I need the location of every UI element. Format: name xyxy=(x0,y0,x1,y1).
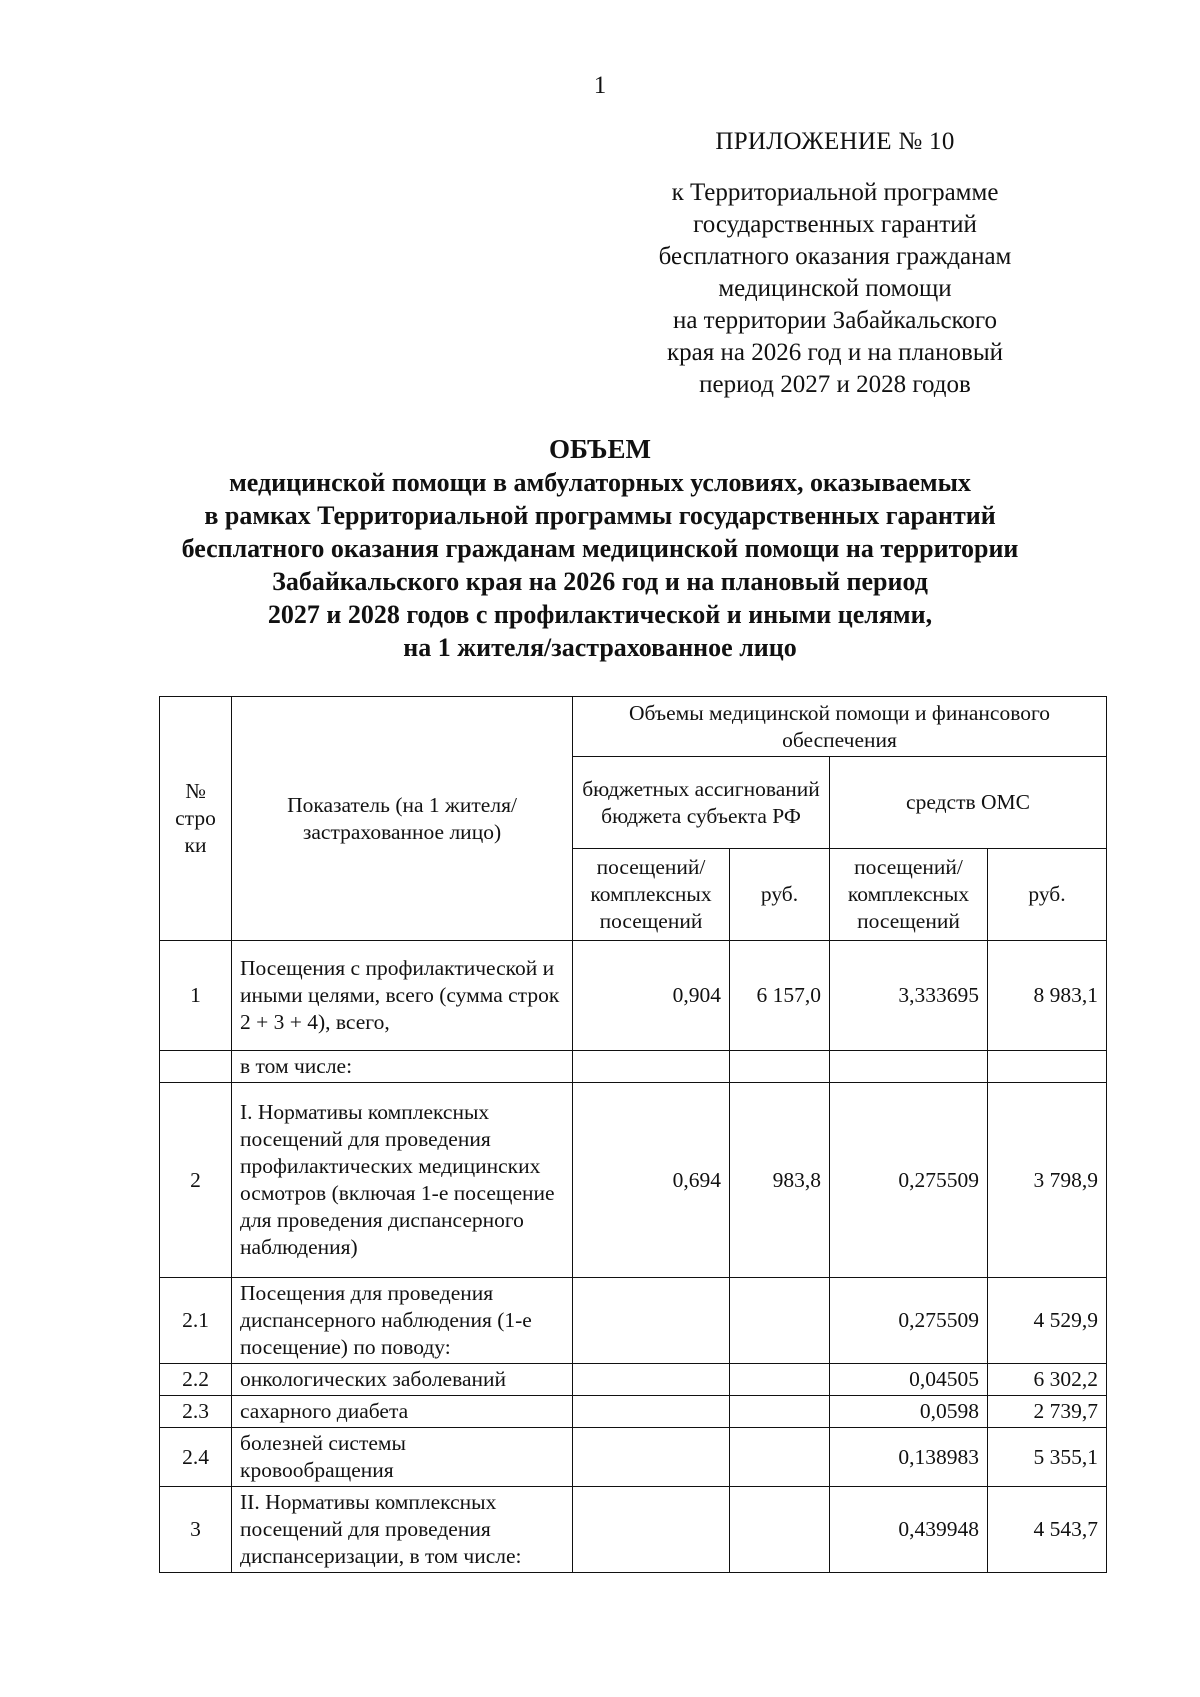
oms-visits-cell: 0,275509 xyxy=(830,1278,988,1364)
document-title-line: 2027 и 2028 годов с профилактической и иными целями, xyxy=(267,600,933,629)
budget-visits-cell xyxy=(573,1428,730,1487)
oms-visits-cell: 0,439948 xyxy=(830,1487,988,1573)
document-title xyxy=(0,433,1200,664)
row-number-cell: 2.4 xyxy=(160,1428,232,1487)
appendix-subtitle-line: к Территориальной программе xyxy=(671,179,999,206)
indicator-cell: в том числе: xyxy=(232,1051,573,1083)
oms-rub-cell: 8 983,1 xyxy=(988,941,1107,1051)
document-title-line: на 1 жителя/застрахованное лицо xyxy=(403,633,797,662)
row-number-cell: 2.3 xyxy=(160,1396,232,1428)
appendix-subtitle-line: государственных гарантий xyxy=(693,211,977,238)
row-number-cell: 3 xyxy=(160,1487,232,1573)
budget-visits-cell: 0,694 xyxy=(573,1083,730,1278)
appendix-subtitle-line: на территории Забайкальского xyxy=(672,307,998,334)
document-title-line: Забайкальского края на 2026 год и на плановый период xyxy=(272,567,928,596)
oms-rub-cell: 4 529,9 xyxy=(988,1278,1107,1364)
appendix-subtitle xyxy=(610,177,1060,401)
oms-rub-cell: 4 543,7 xyxy=(988,1487,1107,1573)
row-number-cell: 2 xyxy=(160,1083,232,1278)
header-oms-visits: посещений/ комплексных посещений xyxy=(830,849,988,941)
header-oms: средств ОМС xyxy=(830,757,1107,849)
oms-rub-cell xyxy=(988,1051,1107,1083)
table-row xyxy=(160,1278,1107,1364)
appendix-subtitle-line: период 2027 и 2028 годов xyxy=(699,371,971,398)
budget-rub-cell xyxy=(730,1278,830,1364)
budget-rub-cell xyxy=(730,1428,830,1487)
oms-visits-cell xyxy=(830,1051,988,1083)
indicator-cell: II. Нормативы комплексных посещений для проведения диспансеризации, в том числе: xyxy=(232,1487,573,1573)
budget-visits-cell xyxy=(573,1396,730,1428)
budget-rub-cell xyxy=(730,1487,830,1573)
oms-rub-cell: 3 798,9 xyxy=(988,1083,1107,1278)
table-row xyxy=(160,1487,1107,1573)
document-title-line: в рамках Территориальной программы государственных гарантий xyxy=(204,501,996,530)
indicator-cell: болезней системы кровообращения xyxy=(232,1428,573,1487)
header-budget-visits: посещений/ комплексных посещений xyxy=(573,849,730,941)
table-row xyxy=(160,1364,1107,1396)
oms-visits-cell: 3,333695 xyxy=(830,941,988,1051)
row-number-cell: 2.2 xyxy=(160,1364,232,1396)
budget-visits-cell xyxy=(573,1278,730,1364)
oms-visits-cell: 0,0598 xyxy=(830,1396,988,1428)
appendix-subtitle-line: медицинской помощи xyxy=(718,275,952,302)
oms-rub-cell: 2 739,7 xyxy=(988,1396,1107,1428)
budget-visits-cell xyxy=(573,1364,730,1396)
header-budget-rub: руб. xyxy=(730,849,830,941)
volume-table xyxy=(159,696,1107,1573)
document-title-heading: ОБЪЕМ xyxy=(549,434,651,464)
budget-rub-cell: 6 157,0 xyxy=(730,941,830,1051)
appendix-subtitle-line: бесплатного оказания гражданам xyxy=(658,243,1012,270)
indicator-cell: онкологических заболеваний xyxy=(232,1364,573,1396)
oms-visits-cell: 0,04505 xyxy=(830,1364,988,1396)
oms-visits-cell: 0,275509 xyxy=(830,1083,988,1278)
budget-rub-cell xyxy=(730,1396,830,1428)
indicator-cell: сахарного диабета xyxy=(232,1396,573,1428)
budget-visits-cell xyxy=(573,1051,730,1083)
header-volumes: Объемы медицинской помощи и финансового обеспечения xyxy=(573,697,1107,757)
page-number: 1 xyxy=(593,72,607,99)
header-budget: бюджетных ассигнований бюджета субъекта РФ xyxy=(573,757,830,849)
table-row xyxy=(160,1396,1107,1428)
budget-rub-cell xyxy=(730,1051,830,1083)
oms-rub-cell: 5 355,1 xyxy=(988,1428,1107,1487)
document-title-line: медицинской помощи в амбулаторных условиях, оказываемых xyxy=(229,468,971,497)
row-number-cell: 2.1 xyxy=(160,1278,232,1364)
oms-rub-cell: 6 302,2 xyxy=(988,1364,1107,1396)
header-oms-rub: руб. xyxy=(988,849,1107,941)
row-number-cell xyxy=(160,1051,232,1083)
budget-rub-cell: 983,8 xyxy=(730,1083,830,1278)
header-row-number: № стро ки xyxy=(160,697,232,941)
table-row xyxy=(160,1428,1107,1487)
oms-visits-cell: 0,138983 xyxy=(830,1428,988,1487)
appendix-title: ПРИЛОЖЕНИЕ № 10 xyxy=(715,128,955,155)
budget-visits-cell xyxy=(573,1487,730,1573)
indicator-cell: Посещения с профилактической и иными целями, всего (сумма строк 2 + 3 + 4), всего, xyxy=(232,941,573,1051)
appendix-subtitle-line: края на 2026 год и на плановый xyxy=(666,339,1003,366)
indicator-cell: Посещения для проведения диспансерного наблюдения (1-е посещение) по поводу: xyxy=(232,1278,573,1364)
table-row xyxy=(160,1083,1107,1278)
header-indicator: Показатель (на 1 жителя/застрахованное лицо) xyxy=(232,697,573,941)
table-row xyxy=(160,941,1107,1051)
document-title-line: бесплатного оказания гражданам медицинской помощи на территории xyxy=(181,534,1019,563)
table-row xyxy=(160,1051,1107,1083)
indicator-cell: I. Нормативы комплексных посещений для проведения профилактических медицинских осмотров (включая 1-е посещение для проведения диспансерного наблюдения) xyxy=(232,1083,573,1278)
budget-rub-cell xyxy=(730,1364,830,1396)
budget-visits-cell: 0,904 xyxy=(573,941,730,1051)
row-number-cell: 1 xyxy=(160,941,232,1051)
